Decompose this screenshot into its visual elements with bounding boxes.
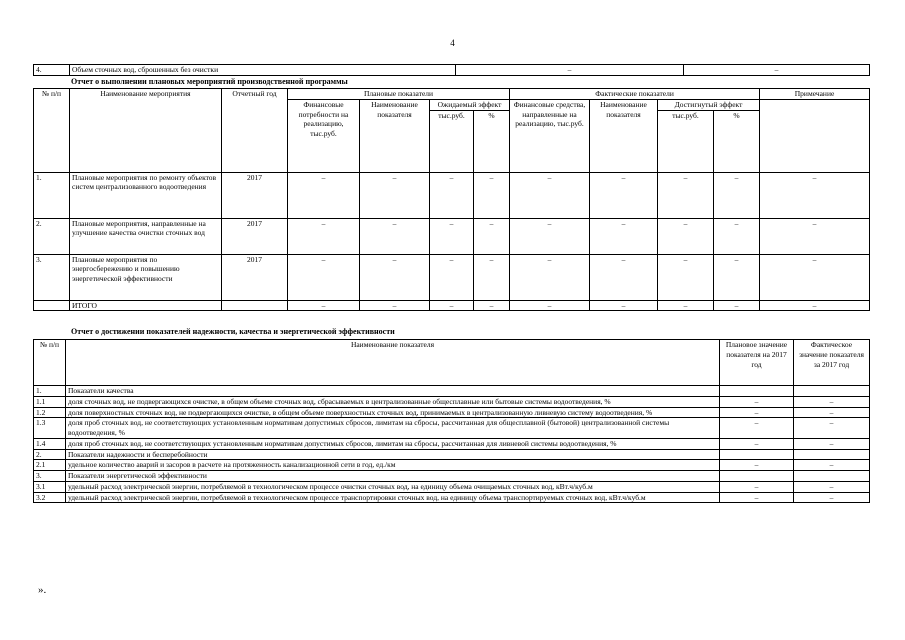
row-year: 2017	[222, 172, 288, 218]
cell-dash: –	[510, 300, 590, 311]
row-name: удельное количество аварий и засоров в расчете на протяженность канализационной сети в год, ед./км	[66, 460, 720, 471]
row-number: 4.	[34, 65, 70, 76]
table-row	[34, 407, 870, 418]
cell-dash: –	[658, 254, 714, 300]
total-label: ИТОГО	[70, 300, 222, 311]
planned-events-table	[33, 88, 870, 311]
cell-dash: –	[430, 218, 474, 254]
cell-dash: –	[760, 300, 870, 311]
row-name: Показатели энергетической эффективности	[66, 471, 720, 482]
table-row	[34, 481, 870, 492]
cell-dash: –	[714, 172, 760, 218]
cell-dash: –	[760, 172, 870, 218]
row-name: удельный расход электрической энергии, потребляемой в технологическом процессе очистки сточных вод, на единицу объема очищаемых сточных вод, кВт.ч/куб.м	[66, 481, 720, 492]
cell-dash: –	[658, 300, 714, 311]
row-number: 1.	[34, 386, 66, 397]
cell-dash: –	[590, 254, 658, 300]
header-fin-need: Финансовые потребности на реализацию, тыс.руб.	[288, 99, 360, 172]
row-plan: –	[720, 492, 794, 503]
row-value: –	[684, 65, 870, 76]
header-event: Наименование мероприятия	[70, 89, 222, 173]
cell-dash: –	[360, 300, 430, 311]
header-row	[34, 340, 870, 386]
row-year: 2017	[222, 218, 288, 254]
header-fin-means: Финансовые средства, направленные на реализацию, тыс.руб.	[510, 99, 590, 172]
row-number: 3.	[34, 254, 70, 300]
row-number: 1.	[34, 172, 70, 218]
header-num: № п/п	[34, 340, 66, 386]
cell-dash: –	[430, 300, 474, 311]
table-row	[34, 418, 870, 439]
cell-dash: –	[590, 300, 658, 311]
row-name: удельный расход электрической энергии, потребляемой в технологическом процессе транспортировки сточных вод, на единицу объема транспортируемых сточных вод, кВт.ч/куб.м	[66, 492, 720, 503]
header-note: Примечание	[760, 89, 870, 100]
cell-dash: –	[760, 254, 870, 300]
row-fact: –	[794, 492, 870, 503]
table-row	[34, 218, 870, 254]
row-number: 1.4	[34, 438, 66, 449]
row-number: 2.	[34, 449, 66, 460]
cell-dash: –	[590, 172, 658, 218]
header-row	[34, 89, 870, 100]
table-row	[34, 65, 870, 76]
header-trub: тыс.руб.	[658, 110, 714, 172]
row-fact	[794, 449, 870, 460]
row-fact	[794, 471, 870, 482]
cell-dash: –	[288, 300, 360, 311]
cell-dash: –	[430, 172, 474, 218]
closing-quote: ».	[38, 584, 47, 596]
wastewater-row-table	[33, 64, 870, 76]
table-row	[34, 386, 870, 397]
row-name: Объем сточных вод, сброшенных без очистки	[70, 65, 456, 76]
row-number: 1.1	[34, 396, 66, 407]
cell-dash: –	[760, 218, 870, 254]
row-name: доля проб сточных вод, не соответствующих установленным нормативам допустимых сбросов, лимитам на сбросы, рассчитанная для ливневой системы водоотведения, %	[66, 438, 720, 449]
row-number: 3.2	[34, 492, 66, 503]
cell-dash: –	[474, 300, 510, 311]
page-number: 4	[450, 38, 455, 48]
row-fact	[794, 386, 870, 397]
row-name: Показатели качества	[66, 386, 720, 397]
header-indicator-name: Наименование показателя	[360, 99, 430, 172]
row-year: 2017	[222, 254, 288, 300]
cell-dash: –	[288, 172, 360, 218]
cell-dash: –	[360, 172, 430, 218]
total-num-blank	[34, 300, 70, 311]
row-number: 2.	[34, 218, 70, 254]
cell-dash: –	[714, 254, 760, 300]
row-plan	[720, 471, 794, 482]
table-row	[34, 254, 870, 300]
table-row	[34, 172, 870, 218]
row-number: 3.1	[34, 481, 66, 492]
table-row	[34, 438, 870, 449]
row-fact: –	[794, 418, 870, 439]
header-pct: %	[714, 110, 760, 172]
header-planned: Плановые показатели	[288, 89, 510, 100]
header-fact: Фактическое значение показателя за 2017 год	[794, 340, 870, 386]
total-row	[34, 300, 870, 311]
cell-dash: –	[510, 172, 590, 218]
cell-dash: –	[360, 218, 430, 254]
header-plan: Плановое значение показателя на 2017 год	[720, 340, 794, 386]
report2-title: Отчет о достижении показателей надежности, качества и энергетической эффективности	[71, 327, 395, 336]
row-name: Плановые мероприятия по энергосбережению и повышению энергетической эффективности	[70, 254, 222, 300]
header-pct: %	[474, 110, 510, 172]
row-name: доля сточных вод, не подвергающихся очистке, в общем объеме сточных вод, сбрасываемых в централизованные общесплавные или бытовые системы водоотведения, %	[66, 396, 720, 407]
row-number: 1.3	[34, 418, 66, 439]
header-note-blank	[760, 99, 870, 172]
row-fact: –	[794, 438, 870, 449]
cell-dash: –	[510, 254, 590, 300]
table-row	[34, 460, 870, 471]
cell-dash: –	[590, 218, 658, 254]
cell-dash: –	[510, 218, 590, 254]
row-plan: –	[720, 481, 794, 492]
row-value: –	[456, 65, 684, 76]
row-name: доля поверхностных сточных вод, не подвергающихся очистке, в общем объеме поверхностных сточных вод, принимаемых в централизованную ливневую систему водоотведения, %	[66, 407, 720, 418]
report1-title: Отчет о выполнении плановых мероприятий производственной программы	[71, 77, 348, 86]
row-name: Плановые мероприятия по ремонту объектов систем централизованного водоотведения	[70, 172, 222, 218]
table-row	[34, 396, 870, 407]
header-expected: Ожидаемый эффект	[430, 99, 510, 110]
row-number: 2.1	[34, 460, 66, 471]
header-name: Наименование показателя	[66, 340, 720, 386]
header-year: Отчетный год	[222, 89, 288, 173]
table-row	[34, 471, 870, 482]
cell-dash: –	[474, 254, 510, 300]
cell-dash: –	[288, 254, 360, 300]
header-achieved: Достигнутый эффект	[658, 99, 760, 110]
cell-dash: –	[430, 254, 474, 300]
cell-dash: –	[714, 300, 760, 311]
row-name: доля проб сточных вод, не соответствующих установленным нормативам допустимых сбросов, лимитам на сбросы, рассчитанная для общесплавной (бытовой) централизованной системы водоотведения, %	[66, 418, 720, 439]
header-num: № п/п	[34, 89, 70, 173]
row-plan: –	[720, 407, 794, 418]
header-trub: тыс.руб.	[430, 110, 474, 172]
row-plan: –	[720, 396, 794, 407]
cell-dash: –	[474, 172, 510, 218]
cell-dash: –	[658, 218, 714, 254]
row-plan	[720, 449, 794, 460]
header-actual: Фактические показатели	[510, 89, 760, 100]
cell-dash: –	[474, 218, 510, 254]
cell-dash: –	[360, 254, 430, 300]
row-fact: –	[794, 396, 870, 407]
header-indicator-name-2: Наименование показателя	[590, 99, 658, 172]
row-plan: –	[720, 438, 794, 449]
cell-dash: –	[714, 218, 760, 254]
cell-dash: –	[658, 172, 714, 218]
row-plan	[720, 386, 794, 397]
indicators-table	[33, 339, 870, 503]
row-number: 3.	[34, 471, 66, 482]
row-fact: –	[794, 460, 870, 471]
row-plan: –	[720, 460, 794, 471]
table-row	[34, 492, 870, 503]
row-plan: –	[720, 418, 794, 439]
table-row	[34, 449, 870, 460]
row-name: Показатели надежности и бесперебойности	[66, 449, 720, 460]
row-name: Плановые мероприятия, направленные на улучшение качества очистки сточных вод	[70, 218, 222, 254]
row-fact: –	[794, 481, 870, 492]
row-number: 1.2	[34, 407, 66, 418]
cell-dash: –	[288, 218, 360, 254]
total-year-blank	[222, 300, 288, 311]
row-fact: –	[794, 407, 870, 418]
